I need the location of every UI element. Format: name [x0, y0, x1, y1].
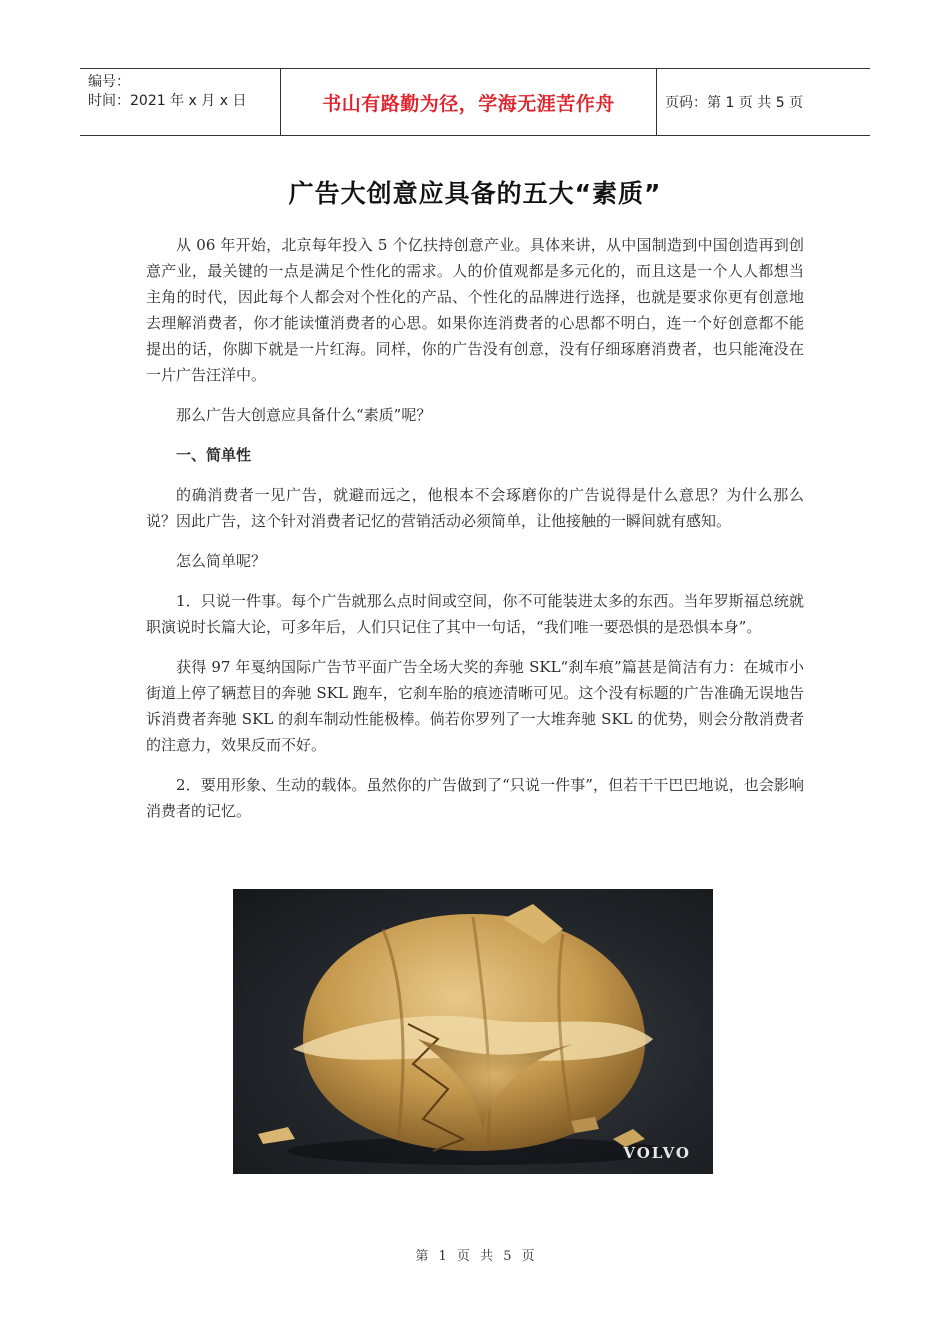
paragraph: 的确消费者一见广告，就避而远之，他根本不会琢磨你的广告说得是什么意思？为什么那么说？因此广告，这个针对消费者记忆的营销活动必须简单，让他接触的一瞬间就有感知。 [146, 486, 804, 530]
paragraph: 2．要用形象、生动的载体。虽然你的广告做到了“只说一件事”，但若干干巴巴地说，也会影响消费者的记忆。 [146, 776, 804, 820]
motto-text: 书山有路勤为径，学海无涯苦作舟 [322, 92, 615, 115]
cracked-walnut-illustration [233, 889, 713, 1174]
page-info: 页码：第 1 页 共 5 页 [665, 95, 804, 111]
paragraph: 从 06 年开始，北京每年投入 5 个亿扶持创意产业。具体来讲，从中国制造到中国创造再到创意产业，最关键的一点是满足个性化的需求。人的价值观都是多元化的，而且这是一个人人都想当主角的时代，因此每个人都会对个性化的产品、个性化的品牌进行选择，也就是要求你更有创意地去理解消费者，你才能读懂消费者的心思。如果你连消费者的心思都不明白，连一个好创意都不能提出的话，你脚下就是一片红海。同样，你的广告没有创意，没有仔细琢磨消费者，也只能淹没在一片广告汪洋中。 [146, 236, 804, 384]
header-page-cell [657, 69, 870, 135]
paragraph: 1．只说一件事。每个广告就那么点时间或空间，你不可能装进太多的东西。当年罗斯福总统就职演说时长篇大论，可多年后，人们只记住了其中一句话，“我们唯一要恐惧的是恐惧本身”。 [146, 592, 804, 636]
header-table [80, 68, 870, 136]
section-heading: 一、简单性 [176, 446, 252, 464]
volvo-logo: VOLVO [623, 1144, 691, 1162]
header-motto-cell [280, 69, 657, 135]
time-label: 时间：2021 年 x 月 x 日 [88, 93, 247, 109]
walnut-ad-image [233, 889, 713, 1174]
page-footer: 第 1 页 共 5 页 [415, 1249, 535, 1264]
paragraph: 获得 97 年戛纳国际广告节平面广告全场大奖的奔驰 SKL“刹车痕”篇甚是简洁有力：在城市小街道上停了辆惹目的奔驰 SKL 跑车，它刹车胎的痕迹清晰可见。这个没有标题的广告准确无误地告诉消费者奔驰 SKL 的刹车制动性能极棒。倘若你罗列了一大堆奔驰 SKL 的优势，则会分散消费者的注意力，效果反而不好。 [146, 658, 804, 754]
header-left-cell [80, 69, 280, 135]
document-body [146, 232, 804, 838]
document-title: 广告大创意应具备的五大“素质” [288, 179, 662, 208]
paragraph: 怎么简单呢？ [176, 552, 267, 570]
paragraph: 那么广告大创意应具备什么“素质”呢？ [176, 406, 432, 424]
number-label: 编号： [88, 74, 130, 90]
